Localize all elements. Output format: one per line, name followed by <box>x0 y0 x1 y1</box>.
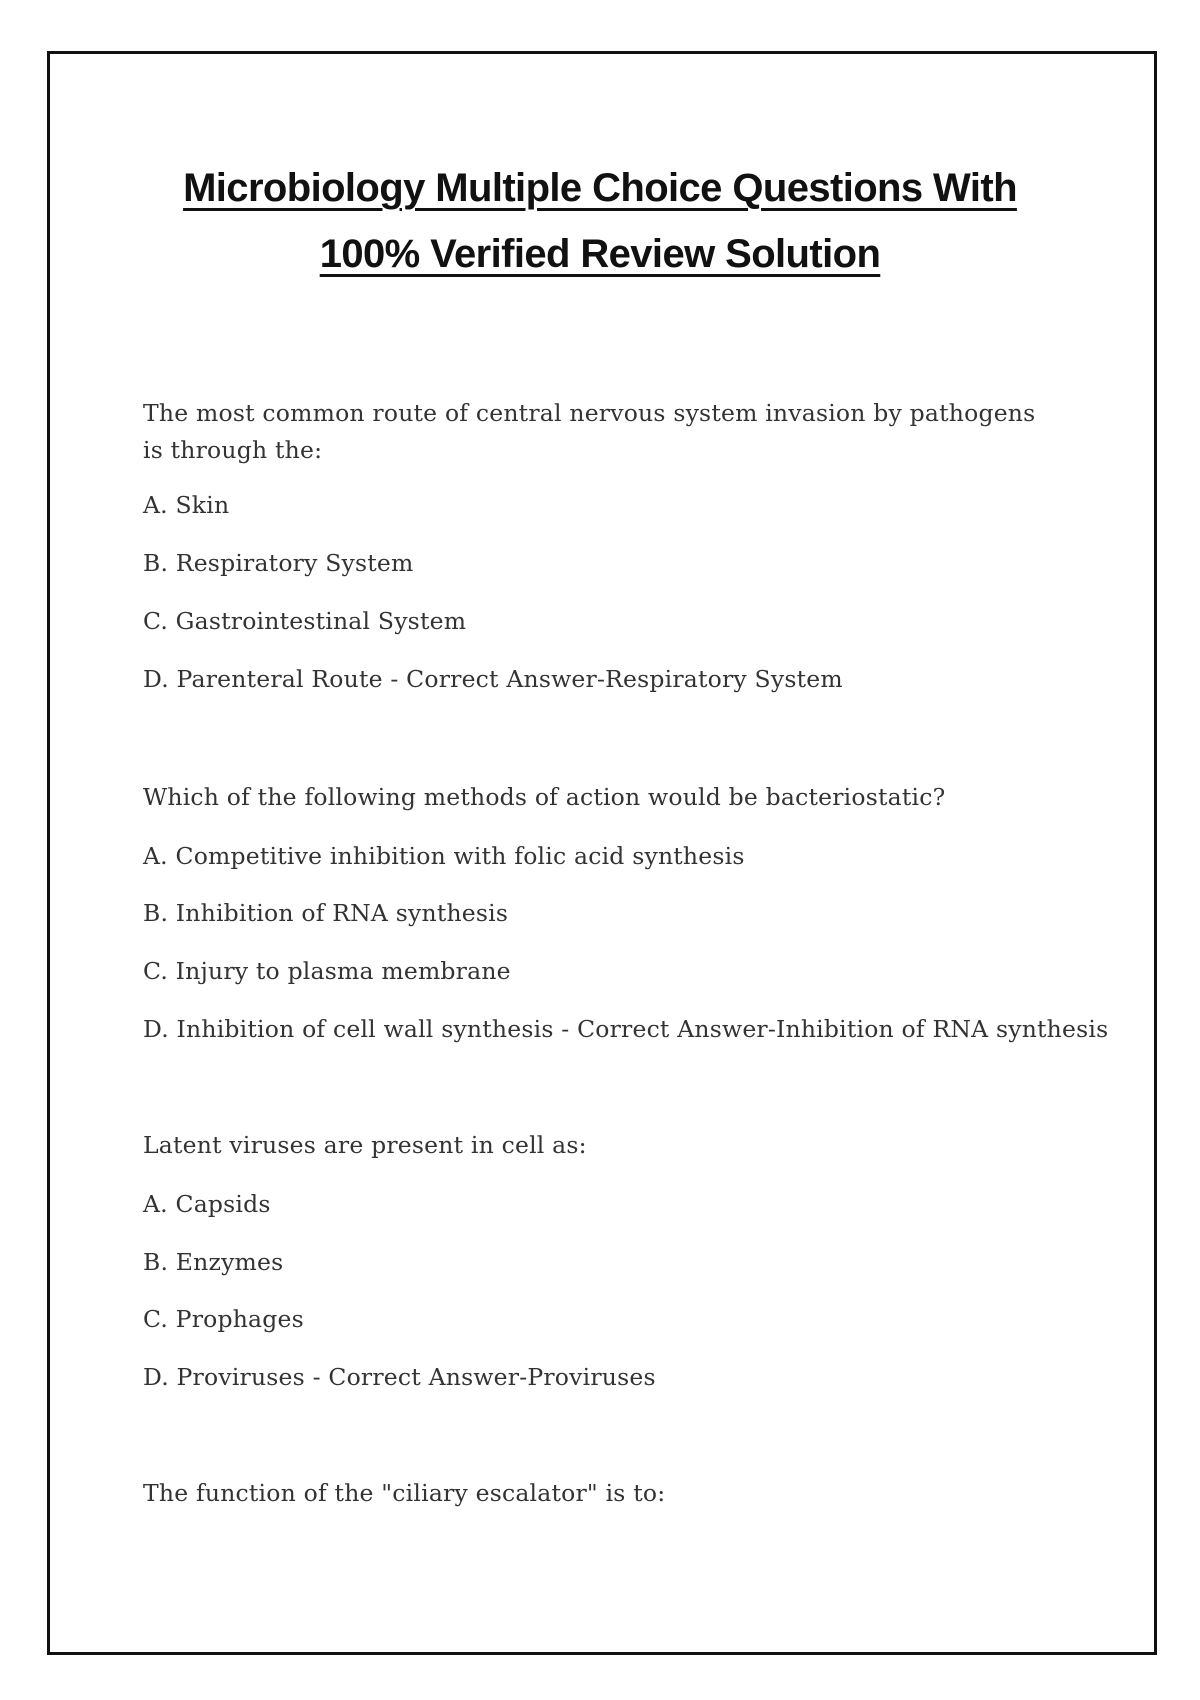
question-1-option-c: C. Gastrointestinal System <box>143 607 467 635</box>
question-1-text: The most common route of central nervous system invasion by pathogens is through the: <box>143 399 1036 464</box>
document-title <box>0 155 1200 287</box>
question-3-option-a: A. Capsids <box>143 1190 271 1218</box>
question-1-option-b: B. Respiratory System <box>143 549 414 577</box>
title-line-2: 100% Verified Review Solution <box>319 232 881 276</box>
question-2-option-c: C. Injury to plasma membrane <box>143 957 511 985</box>
question-3-option-c: C. Prophages <box>143 1305 304 1333</box>
question-2-option-d: D. Inhibition of cell wall synthesis - Correct Answer-Inhibition of RNA synthesis <box>143 1015 1109 1043</box>
question-1-option-a: A. Skin <box>143 491 230 519</box>
question-2-text: Which of the following methods of action would be bacteriostatic? <box>143 783 946 811</box>
question-3-text: Latent viruses are present in cell as: <box>143 1131 587 1159</box>
question-2-option-a: A. Competitive inhibition with folic acid synthesis <box>143 842 745 870</box>
question-2-option-b: B. Inhibition of RNA synthesis <box>143 899 509 927</box>
title-line-1: Microbiology Multiple Choice Questions With <box>183 166 1017 210</box>
question-4-text: The function of the "ciliary escalator" is to: <box>143 1479 666 1507</box>
question-3-option-b: B. Enzymes <box>143 1248 284 1276</box>
question-1-option-d: D. Parenteral Route - Correct Answer-Respiratory System <box>143 665 843 693</box>
question-3-option-d: D. Proviruses - Correct Answer-Proviruses <box>143 1363 656 1391</box>
